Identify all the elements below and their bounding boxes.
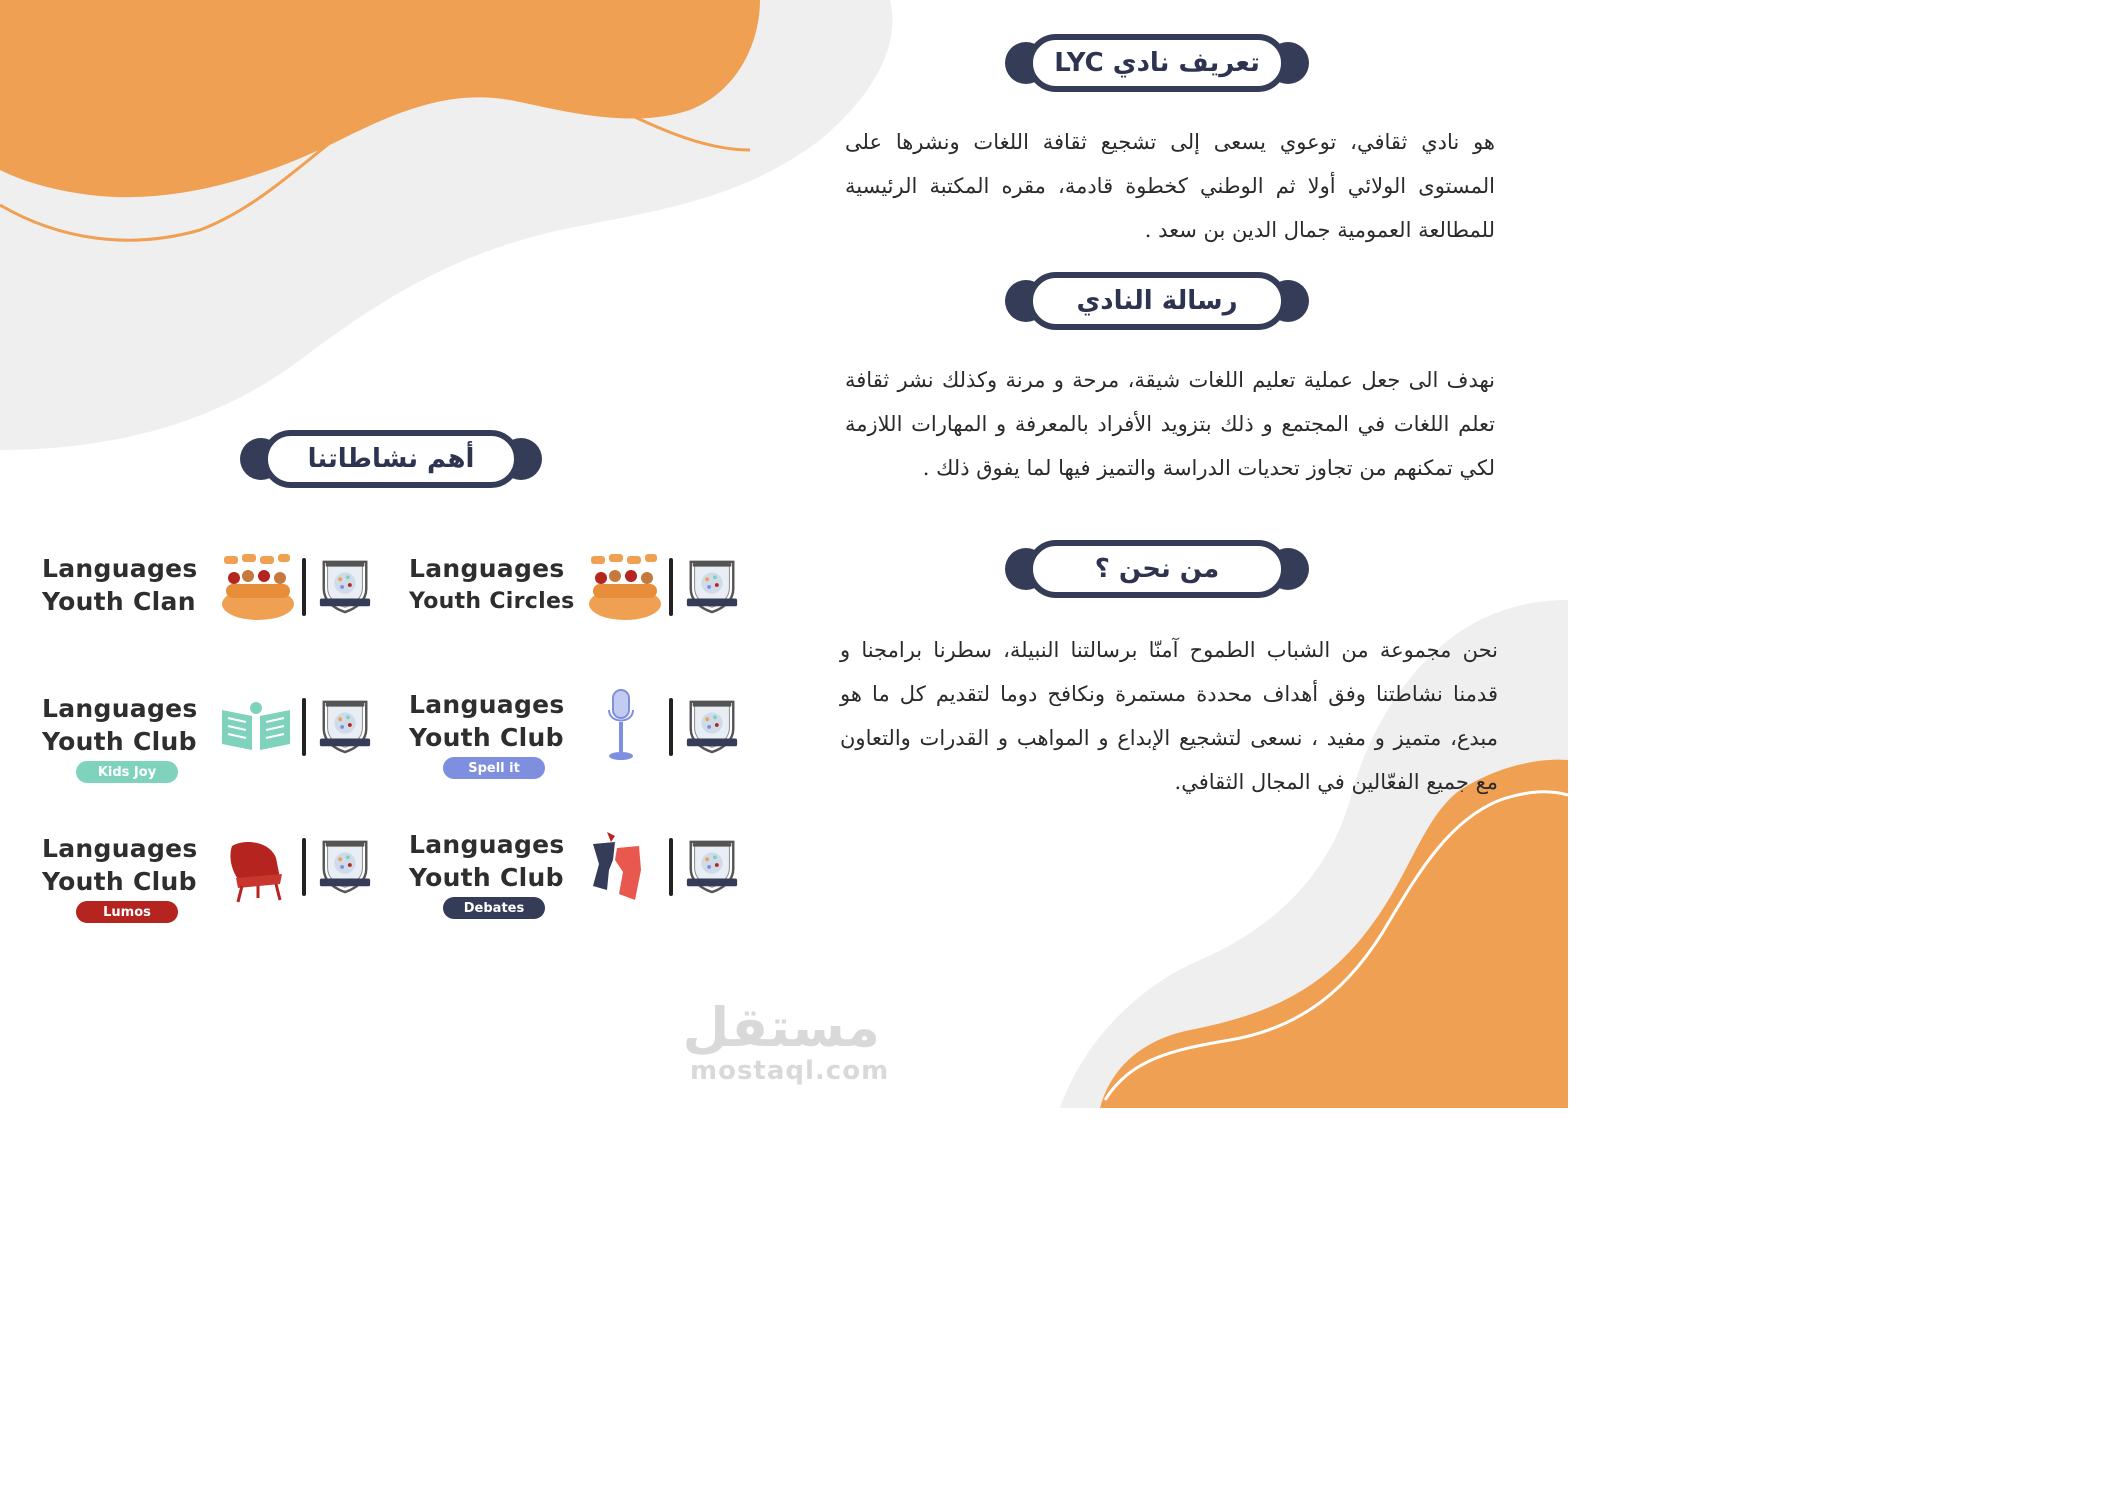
lyc-shield-badge-icon bbox=[683, 556, 741, 614]
activities-title: أهم نشاطاتنا bbox=[262, 430, 520, 488]
activity-name-line1: Languages bbox=[409, 690, 565, 719]
watermark-arabic: مستقل bbox=[682, 996, 880, 1059]
activity-name-line1: Languages bbox=[409, 554, 565, 583]
activity-logo-spell-it bbox=[409, 688, 749, 798]
activity-name bbox=[42, 832, 198, 898]
activity-logo-lumos bbox=[42, 832, 382, 942]
activity-name-line2: Youth Club bbox=[42, 867, 197, 896]
separator bbox=[302, 838, 306, 896]
people-chat-icon bbox=[587, 552, 663, 620]
lyc-shield-badge-icon bbox=[316, 836, 374, 894]
mission-title: رسالة النادي bbox=[1027, 272, 1287, 330]
mostaql-watermark bbox=[682, 996, 890, 1086]
separator bbox=[669, 558, 673, 616]
activity-name-line2: Youth Circles bbox=[409, 589, 575, 614]
activity-name-line1: Languages bbox=[409, 830, 565, 859]
mission-paragraph: نهدف الى جعل عملية تعليم اللغات شيقة، مرحة و مرنة وكذلك نشر ثقافة تعلم اللغات في المجتمع و ذلك بتزويد الأفراد بالمعرفة و المهارات اللازمة لكي تمكنهم من تجاوز تحديات الدراسة والتميز فيها لما يفوق ذلك . bbox=[845, 368, 1495, 480]
activity-name bbox=[42, 692, 198, 758]
separator bbox=[669, 698, 673, 756]
activity-name-line2: Youth Club bbox=[409, 863, 564, 892]
activity-logo-kids-joy bbox=[42, 692, 382, 802]
mission-heading bbox=[1005, 272, 1309, 330]
activities-heading bbox=[240, 430, 542, 488]
activity-name-line1: Languages bbox=[42, 554, 198, 583]
separator bbox=[302, 698, 306, 756]
activity-tag: Kids Joy bbox=[76, 761, 178, 783]
people-chat-icon bbox=[220, 552, 296, 620]
about-heading bbox=[1005, 540, 1309, 598]
definition-heading bbox=[1005, 34, 1309, 92]
activity-name bbox=[409, 828, 565, 894]
activity-tag: Debates bbox=[443, 897, 545, 919]
activity-name-line2: Youth Clan bbox=[42, 587, 196, 616]
definition-paragraph: هو نادي ثقافي، توعوي يسعى إلى تشجيع ثقافة اللغات ونشرها على المستوى الولائي أولا ثم الوطني كخطوة قادمة، مقره المكتبة الرئيسية للمطالعة العمومية جمال الدين بن سعد . bbox=[845, 130, 1495, 242]
activity-name-line2: Youth Club bbox=[409, 723, 564, 752]
debate-figures-icon bbox=[589, 830, 645, 902]
activity-logo-youth-clan bbox=[42, 552, 382, 662]
activity-name-line1: Languages bbox=[42, 834, 198, 863]
about-title: من نحن ؟ bbox=[1027, 540, 1287, 598]
activity-name-line1: Languages bbox=[42, 694, 198, 723]
about-paragraph: نحن مجموعة من الشباب الطموح آمنّا برسالتنا النبيلة، سطرنا برامجنا و قدمنا نشاطتنا وفق أهداف محددة مستمرة ونكافح دوما لتقديم كل ما هو مبدع، متميز و مفيد ، نسعى لتشجيع الإبداع و المواهب و القدرات والتعاون مع جميع الفعّالين في المجال الثقافي. bbox=[840, 638, 1498, 794]
lyc-shield-badge-icon bbox=[683, 836, 741, 894]
lyc-shield-badge-icon bbox=[316, 696, 374, 754]
activity-tag: Spell it bbox=[443, 757, 545, 779]
activity-name-line2: Youth Club bbox=[42, 727, 197, 756]
activity-logo-youth-circles bbox=[409, 552, 749, 662]
separator bbox=[669, 838, 673, 896]
activity-name bbox=[409, 688, 565, 754]
lyc-shield-badge-icon bbox=[316, 556, 374, 614]
activity-name bbox=[42, 552, 198, 618]
watermark-latin: mostaql.com bbox=[690, 1056, 890, 1086]
activity-tag: Lumos bbox=[76, 901, 178, 923]
book-reader-icon bbox=[220, 700, 292, 752]
activity-name bbox=[409, 552, 575, 618]
definition-title: تعريف نادي LYC bbox=[1027, 34, 1287, 92]
armchair-icon bbox=[226, 838, 286, 904]
lyc-shield-badge-icon bbox=[683, 696, 741, 754]
activity-logo-debates bbox=[409, 828, 749, 938]
microphone-icon bbox=[603, 688, 639, 762]
separator bbox=[302, 558, 306, 616]
